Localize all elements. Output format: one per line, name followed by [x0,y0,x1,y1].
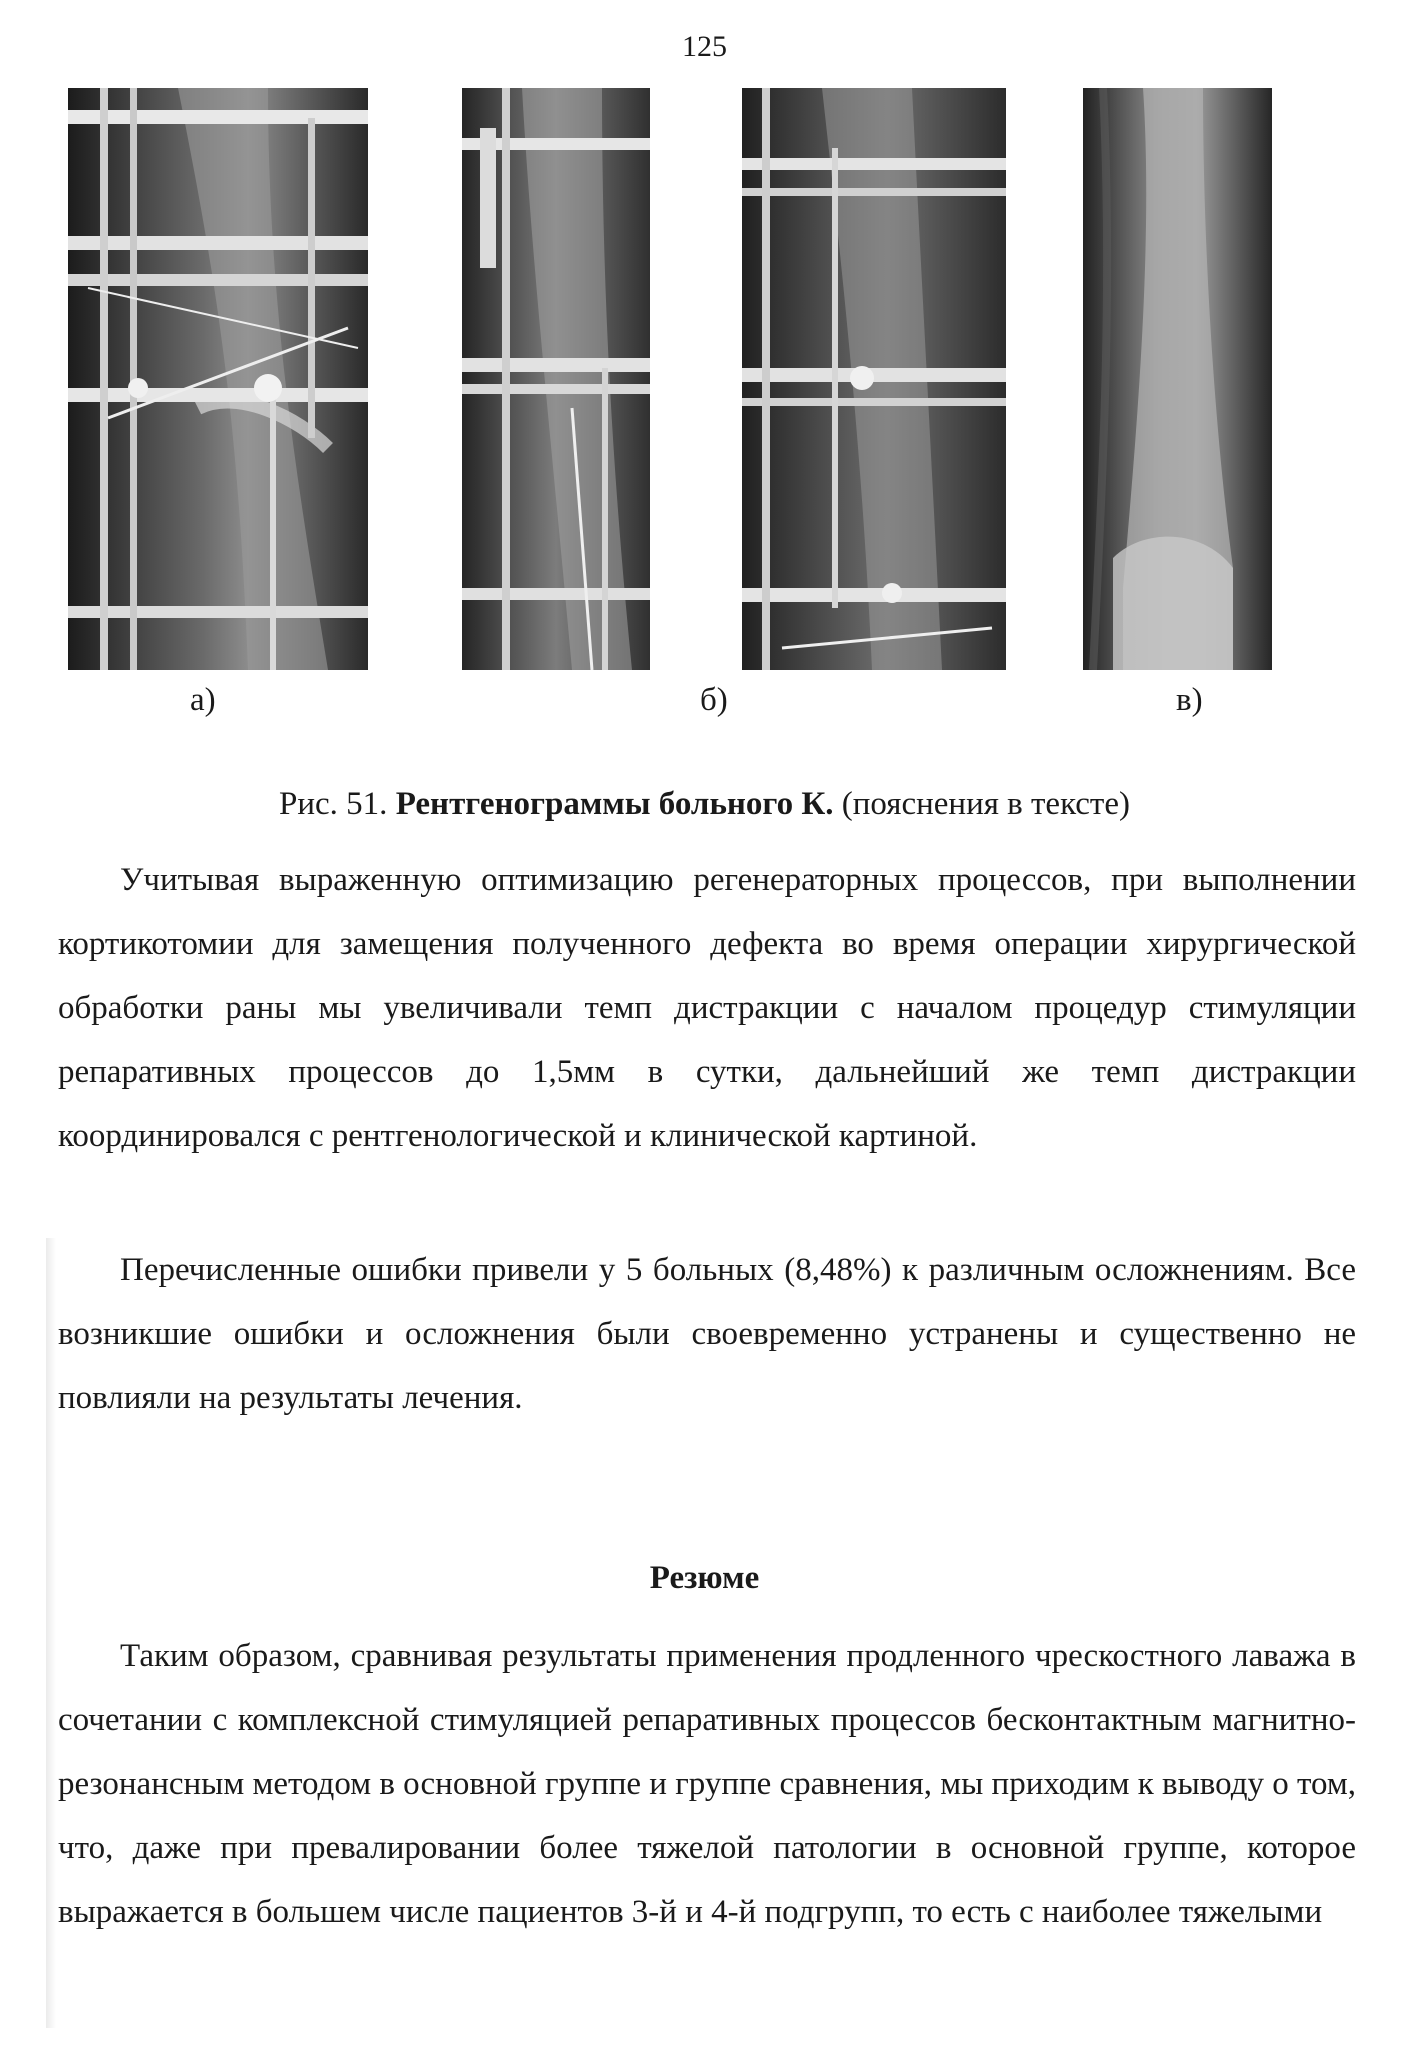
body-paragraph-3 [58,1624,1356,1944]
caption-note: (пояснения в тексте) [841,786,1130,822]
body-paragraph-1 [58,848,1356,1168]
xray-image-c [1083,88,1272,670]
body-paragraph-2 [58,1238,1356,1430]
figure-label-b: б) [700,682,728,718]
xray-image-b-right [742,88,1006,670]
section-heading: Резюме [649,1560,760,1596]
figure-label-c: в) [1176,682,1203,718]
paragraph-text: Таким образом, сравнивая результаты применения продленного чрескостного лаважа в сочетании с комплексной стимуляцией репаративных процессов бесконтактным магнитно-резонансным методом в основной группе и группе сравнения, мы приходим к выводу о том, что, даже при превалировании более тяжелой патологии в основной группе, которое выражается в большем числе пациентов 3-й и 4-й подгрупп, то есть с наиболее тяжелыми [58,1638,1356,1930]
xray-image-a [68,88,368,670]
xray-image-b-left [462,88,650,670]
page-number: 125 [682,30,727,63]
paragraph-text: Учитывая выраженную оптимизацию регенераторных процессов, при выполнении кортикотомии для замещения полученного дефекта во время операции хирургической обработки раны мы увеличивали темп дистракции с началом процедур стимуляции репаративных процессов до 1,5мм в сутки, дальнейший же темп дистракции координировался с рентгенологической и клинической картиной. [58,862,1356,1154]
paragraph-text: Перечисленные ошибки привели у 5 больных (8,48%) к различным осложнениям. Все возникшие ошибки и осложнения были своевременно устранены и существенно не повлияли на результаты лечения. [58,1252,1356,1416]
caption-title: Рентгенограммы больного К. [395,786,834,822]
figure-caption [0,786,1409,823]
figure-label-a: а) [190,682,216,718]
scan-edge-shadow [46,1238,56,2028]
caption-prefix: Рис. 51. [279,786,388,822]
